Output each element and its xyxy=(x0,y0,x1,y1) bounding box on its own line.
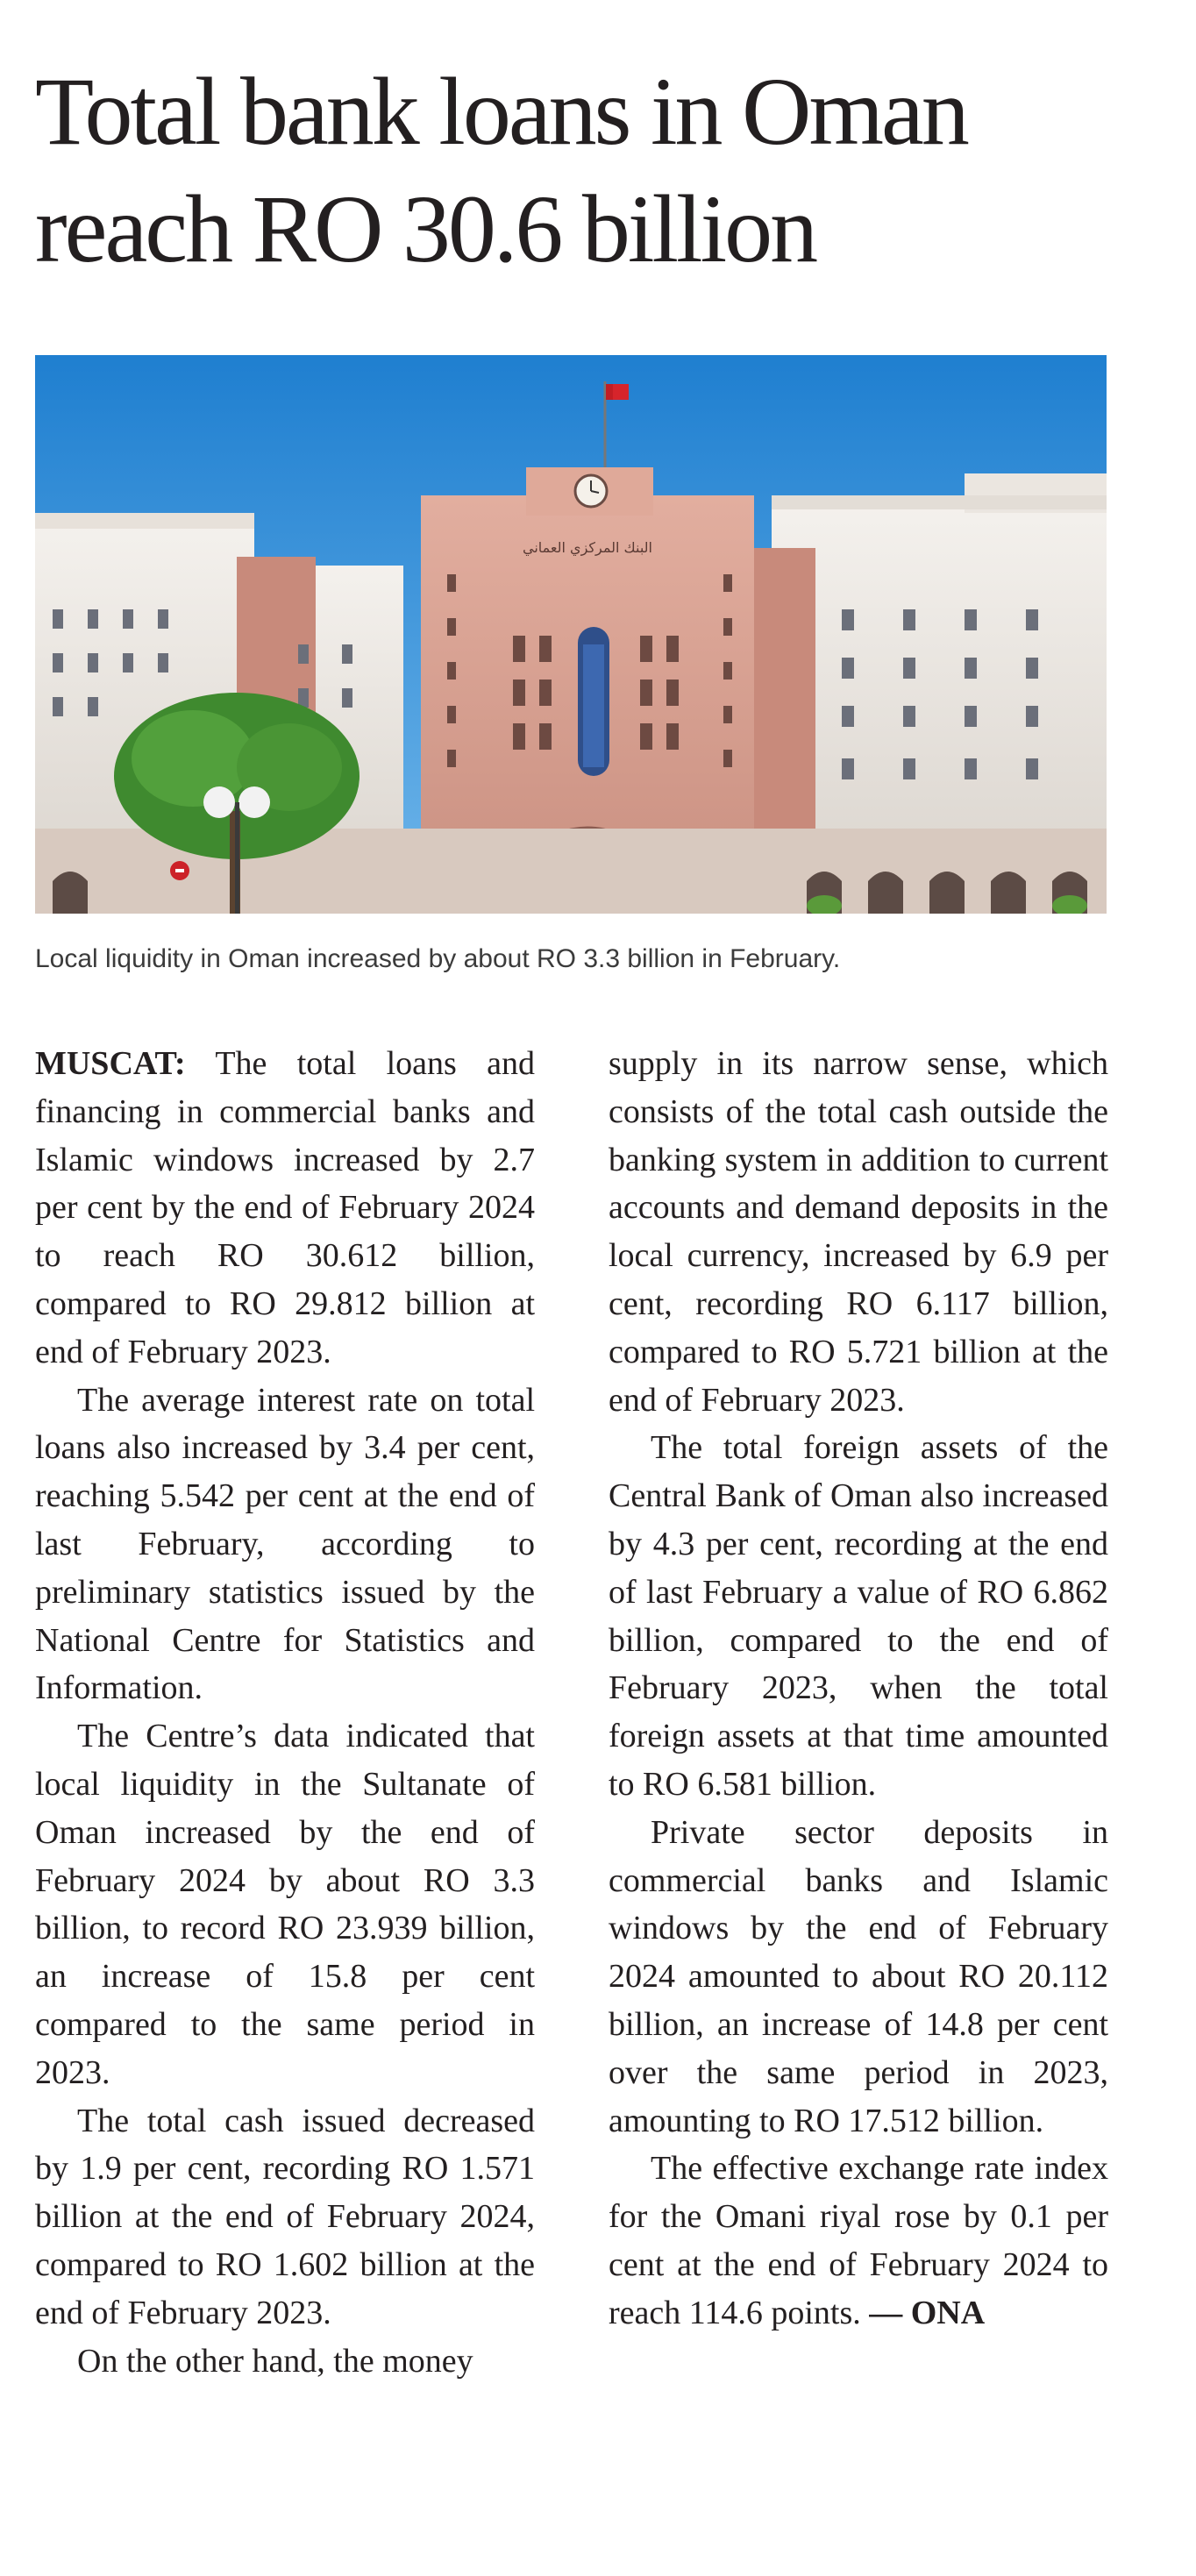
article-paragraph: The total cash issued decreased by 1.9 per cent, recording RO 1.571 billion at the end of February 2024, compared to RO 1.602 billion at the end of February 2023. xyxy=(35,2102,535,2331)
article-column-left xyxy=(35,1040,535,2385)
article-paragraph xyxy=(609,2145,1108,2337)
article-paragraph: The Centre’s data indicated that local liquidity in the Sultanate of Oman increased by the end of February 2024 by about RO 3.3 billion, to record RO 23.939 billion, an increase of 15.8 per cent compared to the same period in 2023. xyxy=(35,1718,535,2091)
article-body xyxy=(35,1040,1108,2548)
paragraph-text: The total loans and financing in commercial banks and Islamic windows increased by 2.7 per cent by the end of February 2024 to reach RO 30.612 billion, compared to RO 29.812 billion at end of February 2023. xyxy=(35,1045,535,1370)
dateline: MUSCAT: xyxy=(35,1045,186,1082)
article-paragraph: The total foreign assets of the Central Bank of Oman also increased by 4.3 per cent, recording at the end of last February a value of RO 6.862 billion, compared to the end of February 2023, when the total foreign assets at that time amounted to RO 6.581 billion. xyxy=(609,1429,1108,1803)
building-sign: البنك المركزي العماني xyxy=(523,539,652,556)
photo-caption: Local liquidity in Oman increased by about RO 3.3 billion in February. xyxy=(35,944,841,973)
headline: Total bank loans in Oman reach RO 30.6 billion xyxy=(35,58,967,282)
article-paragraph: The average interest rate on total loans also increased by 3.4 per cent, reaching 5.542 per cent at the end of last February, according to preliminary statistics issued by the National Centre for Statistics and Information. xyxy=(35,1381,535,1707)
central-bank-photo xyxy=(35,355,1107,914)
byline: — ONA xyxy=(869,2294,986,2331)
article-paragraph xyxy=(35,1040,535,1377)
article-paragraph: On the other hand, the money xyxy=(77,2342,473,2380)
article-paragraph: Private sector deposits in commercial banks and Islamic windows by the end of February 2024 amounted to about RO 20.112 billion, an increase of 14.8 per cent over the same period in 2023, amounting to RO 17.512 billion. xyxy=(609,1813,1108,2139)
article-column-right xyxy=(609,1040,1108,2338)
paragraph-text: The effective exchange rate index for the Omani riyal rose by 0.1 per cent at the end of February 2024 to reach 114.6 points. xyxy=(609,2150,1108,2331)
article-paragraph: supply in its narrow sense, which consists of the total cash outside the banking system in addition to current accounts and demand deposits in the local currency, increased by 6.9 per cent, recording RO 6.117 billion, compared to RO 5.721 billion at the end of February 2023. xyxy=(609,1045,1108,1419)
